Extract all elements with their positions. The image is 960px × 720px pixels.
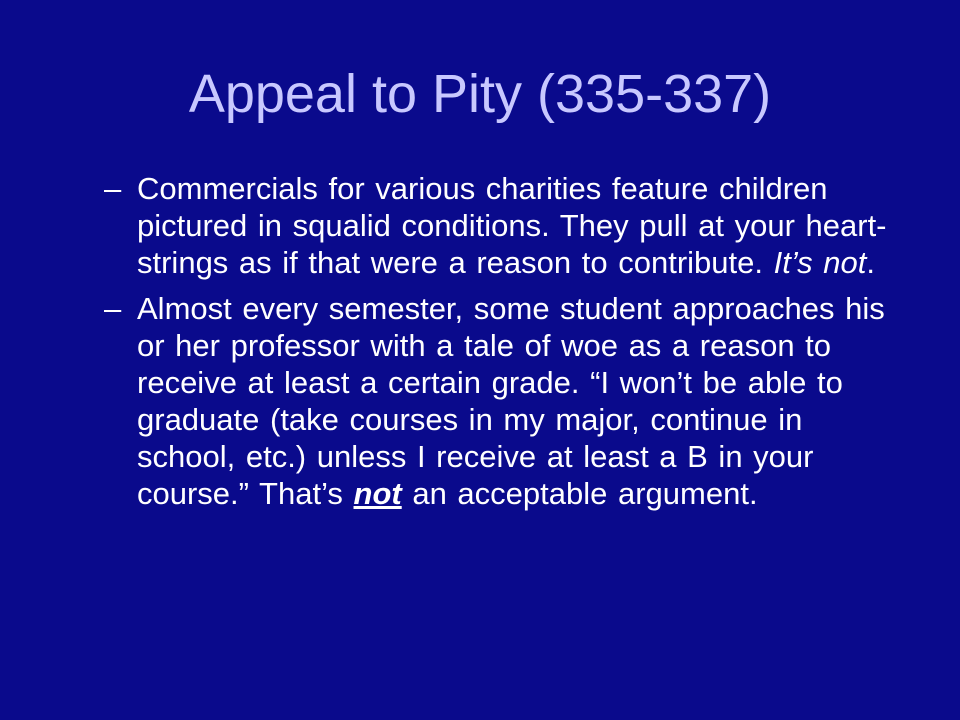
bullet-emphasis-italic: It’s not <box>773 245 867 280</box>
bullet-text-end: . <box>866 245 875 280</box>
bullet-emphasis-underlined: not <box>353 476 402 511</box>
bullet-text: Almost every semester, some student approaches his or her professor with a tale of woe as a reason to receive at least a certain grade. “I won’t be able to graduate (take courses in my major, continue in school, etc.) unless I receive at least a B in your course.” That’s <box>137 291 885 511</box>
bullet-text-end: an acceptable argument. <box>401 476 758 511</box>
bullet-list <box>104 170 904 521</box>
bullet-dash: – <box>104 171 122 206</box>
bullet-item-student <box>104 290 904 512</box>
slide-title: Appeal to Pity (335-337) <box>188 64 772 124</box>
bullet-text: Commercials for various charities feature children pictured in squalid conditions. They pull at your heart-strings as if that were a reason to contribute. <box>137 171 887 280</box>
bullet-dash: – <box>104 291 122 326</box>
bullet-item-charities <box>104 170 904 281</box>
